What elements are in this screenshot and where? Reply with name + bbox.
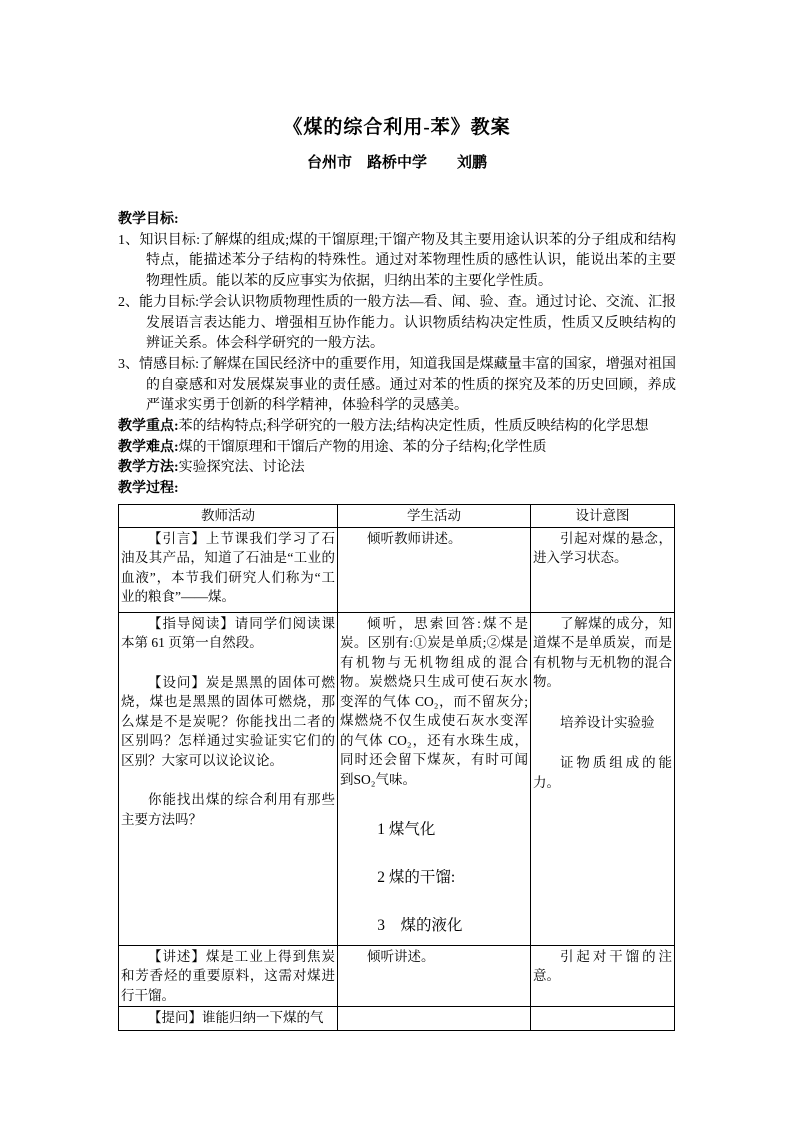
cell-r1-student [338,527,531,612]
r4-teacher-paragraph: 【提问】谁能归纳一下煤的气 [148,1010,324,1026]
r1-teacher-paragraph: 【引言】上节课我们学习了石油及其产品，知道了石油是“工业的血液”，本节我们研究人们称为“工业的粮食”——煤。 [121,530,335,605]
objective-emotion: 3、情感目标:了解煤在国民经济中的重要作用，知道我国是煤藏量丰富的国家，增强对祖国的自豪感和对发展煤炭事业的责任感。通过对苯的性质的探究及苯的历史回顾，养成严谨求实勇于创新的科学精神，体验科学的灵感美。 [118,356,676,414]
doc-byline: 台州市 路桥中学 刘鹏 [306,155,487,171]
r1-student-paragraph: 倾听教师讲述。 [367,530,462,546]
method-line [118,458,676,479]
objective-knowledge: 1、知识目标:了解煤的组成;煤的干馏原理;干馏产物及其主要用途认识苯的分子组成和结构特点，能描述苯分子结构的特殊性。通过对苯物理性质的感性认识，能说出苯的主要物理性质。能以苯的反应事实为依据，归纳出苯的主要化学性质。 [118,232,676,290]
r1-intent-paragraph: 引起对煤的悬念，进入学习状态。 [533,530,672,566]
method-label: 教学方法: [118,460,179,476]
objective-ability: 2、能力目标:学会认识物质物理性质的一般方法—看、闻、验、查。通过讨论、交流、汇报发展语言表达能力、增强相互协作能力。认识物质结构决定性质，性质又反映结构的辨证关系。体会科学研究的一般方法。 [118,294,676,352]
r2-intent-paragraph-verify: 证物质组成的能力。 [533,755,672,790]
cell-r3-intent [531,945,675,1007]
column-header-student-activity: 学生活动 [338,504,531,527]
lesson-plan-table [118,504,675,1032]
cell-r3-student [338,945,531,1007]
difficulty-text: 煤的干馏原理和干馏后产物的用途、苯的分子结构;化学性质 [178,439,547,455]
r2-student-item-gasification: 1 煤气化 [377,821,436,839]
cell-r1-intent [531,527,675,612]
r2-teacher-paragraph-guided-reading: 【指导阅读】请同学们阅读课本第 61 页第一自然段。 [121,615,335,651]
difficulty-line [118,438,676,459]
r2-teacher-paragraph-followup: 你能找出煤的综合利用有那些主要方法吗？ [121,792,335,827]
r2-intent-paragraph-composition: 了解煤的成分，知道煤不是单质炭，而是有机物与无机物的混合物。 [533,615,672,690]
cell-r2-intent [531,612,675,945]
method-text: 实验探究法、讨论法 [178,460,305,476]
focus-label: 教学重点: [118,419,179,435]
table-row-reading-inquiry [119,612,675,945]
cell-r1-teacher [119,527,338,612]
cell-r3-teacher [119,945,338,1007]
r2-teacher-paragraph-question: 【设问】炭是黑黑的固体可燃烧，煤也是黑黑的固体可燃烧，那么煤是不是炭呢？你能找出二者的区别吗？怎样通过实验证实它们的区别？大家可以议论议论。 [121,674,335,768]
table-row-lecture [119,945,675,1007]
r2-student-paragraph-answer: 倾听，思索回答:煤不是炭。区别有:①炭是单质;②煤是有机物与无机物组成的混合物。炭燃烧只生成可使石灰水变浑的气体 CO₂，而不留灰分;煤燃烧不仅生成使石灰水变浑的气体 CO₂，还有水珠生成，同时还会留下煤灰，有时可闻到SO₂气味。 [340,615,528,787]
lesson-meta-section [118,210,676,500]
cell-r4-teacher [119,1007,338,1031]
column-header-design-intent: 设计意图 [531,504,675,527]
r3-teacher-paragraph: 【讲述】煤是工业上得到焦炭和芳香烃的重要原料，这需对煤进行干馏。 [121,948,335,1003]
focus-line [118,417,676,438]
r2-intent-paragraph-cultivate: 培养设计实验验 [560,714,655,730]
doc-title: 《煤的综合利用-苯》教案 [283,117,511,138]
objectives-label: 教学目标: [118,212,179,227]
cell-r4-intent [531,1007,675,1031]
cell-r4-student [338,1007,531,1031]
r2-student-item-dry-distillation: 2 煤的干馏: [377,869,456,887]
difficulty-label: 教学难点: [118,439,179,455]
cell-r2-teacher [119,612,338,945]
process-label: 教学过程: [118,481,179,497]
r3-intent-paragraph: 引起对干馏的注意。 [533,948,672,984]
table-row-question [119,1007,675,1031]
table-row-introduction [119,527,675,612]
r3-student-paragraph: 倾听讲述。 [367,948,435,964]
cell-r2-student [338,612,531,945]
r2-student-item-liquefaction: 3 煤的液化 [377,917,463,935]
table-header-row [119,504,675,527]
focus-text: 苯的结构特点;科学研究的一般方法;结构决定性质，性质反映结构的化学思想 [178,419,649,435]
column-header-teacher-activity: 教师活动 [119,504,338,527]
